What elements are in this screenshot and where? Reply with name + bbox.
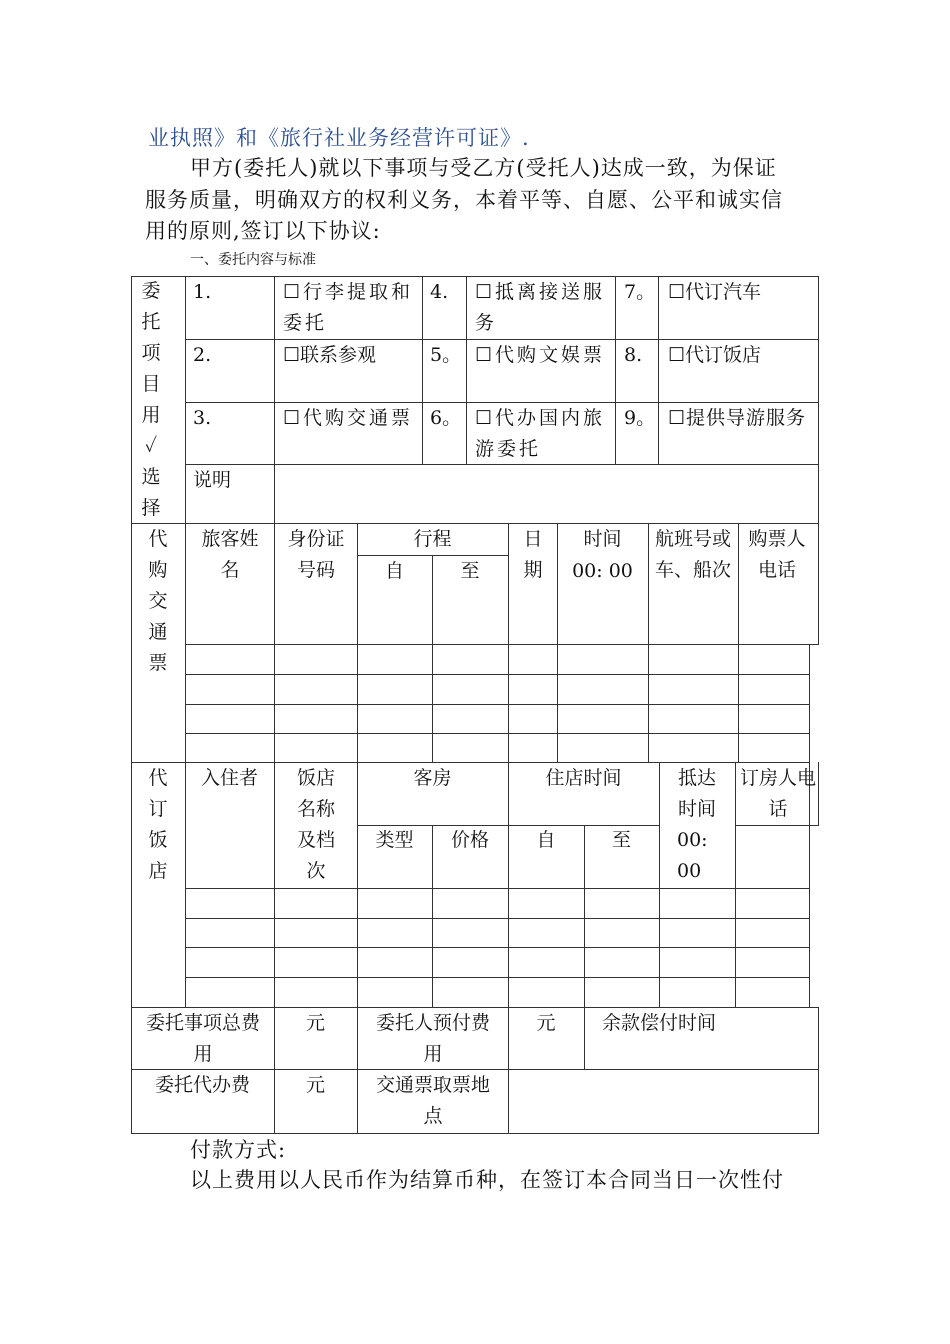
fee-agency-label: 委托代办费 (154, 1074, 250, 1096)
header-passenger-name: 旅客姓名 (201, 528, 259, 581)
item-option[interactable]: ☐联系参观 (283, 344, 377, 366)
header-room-price: 价格 (450, 829, 489, 851)
item-option[interactable]: ☐代订饭店 (668, 344, 762, 366)
section-title: 一、委托内容与标准 (190, 252, 316, 268)
payment-text: 以上费用以人民币作为结算币种，在签订本合同当日一次性付 (190, 1168, 784, 1192)
item-option[interactable]: ☐抵离接送服务 (475, 281, 606, 334)
ticket-section-label: 代购交通票 (148, 528, 168, 674)
fee-agency-unit: 元 (305, 1074, 325, 1096)
item-num: 3. (193, 407, 212, 429)
fee-total-unit: 元 (305, 1012, 325, 1034)
header-stay-time: 住店时间 (545, 767, 622, 789)
header-buyer-phone: 购票人电话 (748, 528, 806, 581)
header-time-value: 00: 00 (572, 560, 633, 582)
intro-para-line-3: 用的原则,签订以下协议: (145, 219, 381, 243)
fee-balance-label: 余款偿付时间 (601, 1012, 716, 1034)
header-room: 客房 (413, 767, 452, 789)
header-flight-number: 航班号或车、船次 (654, 528, 731, 581)
header-trip-from: 自 (384, 560, 404, 582)
header-guest: 入住者 (200, 767, 258, 789)
header-stay-from: 自 (536, 829, 556, 851)
intro-line: 业执照》和《旅行社业务经营许可证》. (148, 126, 530, 150)
intro-para-line-2: 服务质量，明确双方的权利义务，本着平等、自愿、公平和诚实信 (145, 188, 783, 212)
header-booker-phone: 订房人电话 (739, 767, 816, 820)
item-num: 7。 (624, 281, 656, 303)
header-arrival-time: 抵达时间 (677, 767, 716, 820)
hotel-section-label: 代订饭店 (148, 767, 168, 882)
header-trip: 行程 (413, 528, 452, 550)
fee-pickup-label: 交通票取票地点 (375, 1074, 490, 1127)
payment-title: 付款方式: (190, 1138, 287, 1162)
item-num: 6。 (430, 407, 462, 429)
header-stay-to: 至 (611, 829, 631, 851)
fee-prepaid-unit: 元 (536, 1012, 556, 1034)
note-label: 说明 (193, 469, 232, 491)
item-option[interactable]: ☐代购文娱票 (475, 344, 606, 366)
items-section-label: 委托项目用✓选择 (141, 280, 161, 519)
header-room-type: 类型 (375, 829, 414, 851)
item-num: 9。 (624, 407, 656, 429)
intro-para-line-1: 甲方(委托人)就以下事项与受乙方(受托人)达成一致，为保证 (190, 156, 777, 180)
header-time: 时间 (583, 528, 622, 550)
header-trip-to: 至 (460, 560, 480, 582)
item-num: 8. (624, 344, 643, 366)
header-arrival-value: 00: 00 (677, 829, 708, 882)
header-date: 日期 (523, 528, 543, 581)
item-num: 5。 (430, 344, 462, 366)
fee-total-label: 委托事项总费用 (145, 1012, 260, 1065)
item-option[interactable]: ☐行李提取和委托 (283, 281, 414, 334)
item-option[interactable]: ☐代订汽车 (668, 281, 762, 303)
item-num: 2. (193, 344, 212, 366)
item-option[interactable]: ☐代办国内旅游委托 (475, 407, 606, 460)
item-option[interactable]: ☐代购交通票 (283, 407, 414, 429)
header-id-number: 身份证号码 (287, 528, 345, 581)
item-num: 4. (430, 281, 449, 303)
item-num: 1. (193, 281, 212, 303)
item-option[interactable]: ☐提供导游服务 (668, 407, 807, 429)
fee-prepaid-label: 委托人预付费用 (375, 1012, 490, 1065)
header-hotel-name: 饭店名称及档次 (296, 767, 335, 882)
